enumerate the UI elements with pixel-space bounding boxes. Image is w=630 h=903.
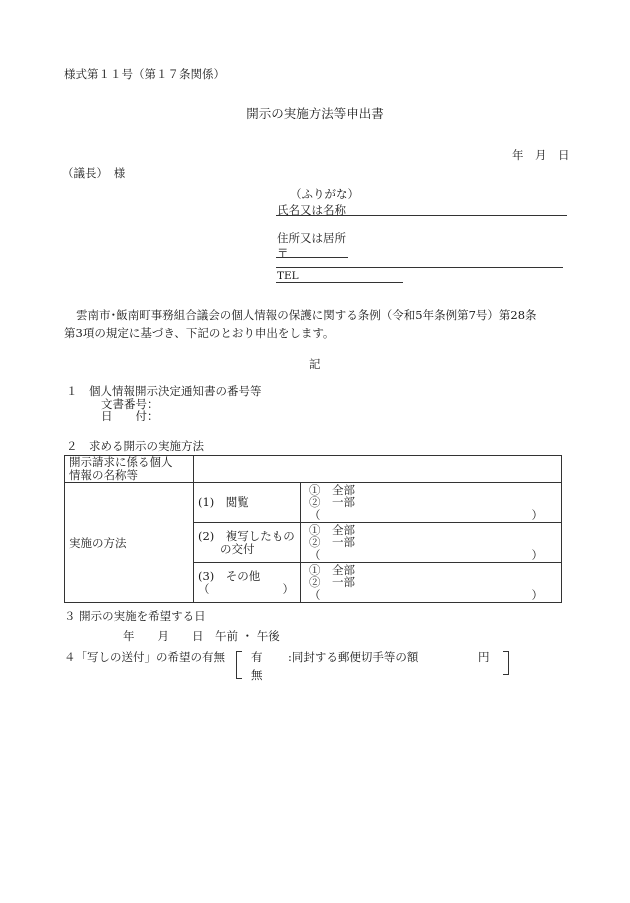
method-copy-label-line1: (2) 複写したもの (198, 528, 295, 543)
section3-heading: ３ 開示の実施を希望する日 (64, 609, 206, 623)
method-view-label: (1) 閲覧 (198, 495, 249, 509)
paren-open: （ (309, 587, 321, 602)
info-name-label-cell (65, 456, 194, 483)
paren-open: （ (198, 581, 210, 596)
postage-amount-label: :同封する郵便切手等の額 (288, 650, 419, 664)
info-name-input-cell[interactable] (194, 456, 562, 483)
option-partial[interactable]: ② 一部 (309, 495, 355, 510)
addressee: （議長） 様 (62, 166, 126, 180)
doc-number-label: 文書番号： (101, 397, 159, 411)
section2-heading: ２ 求める開示の実施方法 (66, 439, 204, 453)
method-label: 実施の方法 (69, 535, 127, 550)
option-partial-detail[interactable] (305, 589, 557, 602)
disclosure-method-table (64, 455, 562, 603)
option-partial-detail[interactable] (305, 509, 557, 522)
name-field-line[interactable] (276, 215, 567, 216)
postal-field-line[interactable] (276, 257, 348, 258)
left-bracket (236, 651, 242, 679)
option-all[interactable]: ① 全部 (309, 562, 355, 577)
option-all[interactable]: ① 全部 (309, 522, 355, 537)
table-row (65, 483, 562, 523)
info-name-label-line1: 開示請求に係る個人 (69, 455, 173, 469)
yen-unit: 円 (478, 650, 490, 664)
option-yes[interactable]: 有 (251, 650, 263, 664)
furigana-label: （ふりがな） (290, 187, 359, 201)
address-label: 住所又は居所 (277, 231, 346, 245)
paren-close: ） (282, 581, 294, 596)
method-other-detail[interactable] (198, 583, 296, 596)
tel-label: TEL (277, 270, 299, 282)
preferred-date-line[interactable]: 年 月 日 午前 ・ 午後 (123, 629, 280, 643)
name-label: 氏名又は名称 (277, 203, 346, 217)
option-partial[interactable]: ② 一部 (309, 575, 355, 590)
body-text-line2: 第3項の規定に基づき、下記のとおり申出をします。 (64, 326, 335, 340)
ki-heading: 記 (309, 357, 321, 371)
option-partial[interactable]: ② 一部 (309, 535, 355, 550)
method-copy-cell (194, 523, 301, 563)
method-other-options-cell[interactable] (301, 563, 562, 603)
paren-close: ） (531, 587, 543, 602)
body-text-line1: 雲南市･飯南町事務組合議会の個人情報の保護に関する条例（令和5年条例第7号）第28条 (76, 308, 537, 322)
postal-mark: 〒 (277, 246, 289, 260)
table-row (65, 456, 562, 483)
page-title: 開示の実施方法等申出書 (246, 106, 384, 121)
paren-open: （ (309, 507, 321, 522)
tel-field-line[interactable] (276, 282, 403, 283)
method-label-cell (65, 483, 194, 603)
method-other-cell (194, 563, 301, 603)
method-copy-label-line2: の交付 (220, 541, 255, 556)
option-all[interactable]: ① 全部 (309, 482, 355, 497)
method-view-cell (194, 483, 301, 523)
option-partial-detail[interactable] (305, 549, 557, 562)
section1-heading: １ 個人情報開示決定通知書の番号等 (66, 384, 262, 398)
method-other-label: (3) その他 (198, 568, 261, 583)
info-name-label-line2: 情報の名称等 (69, 468, 138, 482)
method-copy-options-cell[interactable] (301, 523, 562, 563)
right-bracket (503, 651, 509, 675)
address-field-line[interactable] (276, 267, 563, 268)
paren-open: （ (309, 547, 321, 562)
form-number: 様式第１１号（第１７条関係） (64, 67, 225, 81)
paren-close: ） (531, 547, 543, 562)
option-no[interactable]: 無 (251, 668, 263, 682)
method-view-options-cell[interactable] (301, 483, 562, 523)
date-field[interactable]: 年 月 日 (512, 148, 570, 162)
doc-date-label: 日 付： (101, 409, 159, 423)
paren-close: ） (531, 507, 543, 522)
section4-heading: ４「写しの送付」の希望の有無 (64, 650, 225, 664)
